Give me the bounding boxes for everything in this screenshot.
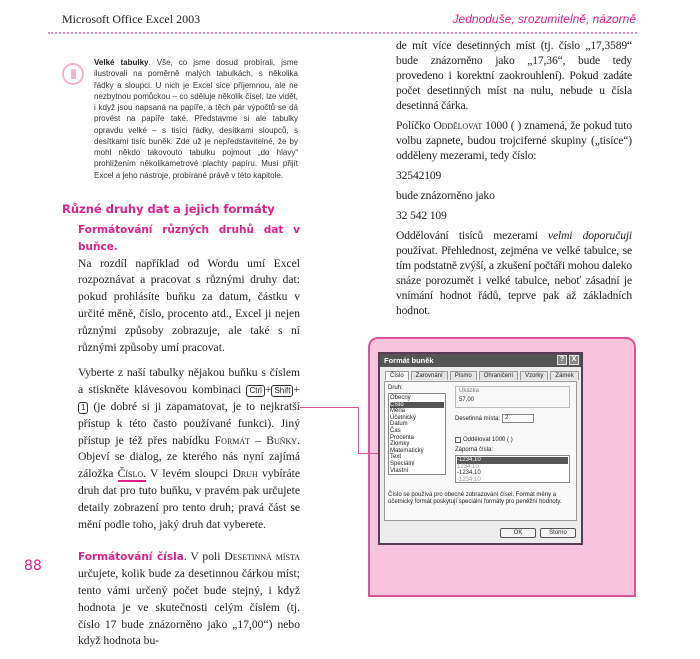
sample-group: [455, 386, 570, 408]
text: Políčko: [396, 119, 434, 132]
paragraph: [78, 549, 300, 650]
plus: +: [264, 383, 272, 397]
running-header-title: Microsoft Office Excel 2003: [62, 12, 201, 26]
tip-box: [94, 57, 298, 181]
callout-line: [300, 407, 358, 408]
tab-ohraniceni[interactable]: Ohraničení: [479, 371, 518, 380]
right-column: [396, 38, 632, 323]
tip-title: Velké tabulky: [94, 58, 149, 67]
category-item[interactable]: Vlastní: [390, 467, 409, 474]
negative-option-selected[interactable]: -1234,10: [457, 457, 568, 464]
key-shift: Shift: [271, 385, 293, 397]
page-number: 88: [24, 558, 42, 574]
negative-option[interactable]: -1234,10: [457, 476, 481, 483]
callout-line: [358, 453, 380, 454]
number-example: 32 542 109: [396, 209, 447, 222]
tab-zamek[interactable]: Zámek: [550, 371, 578, 380]
cancel-button[interactable]: Storno: [540, 528, 576, 538]
category-item[interactable]: Text: [390, 454, 402, 461]
format-description: Číslo se používá pro obecné zobrazování čísel. Formát měny a účetnický formát poskytují speciální formáty pro peněžní hodnoty.: [388, 492, 562, 505]
category-item[interactable]: Zlomky: [390, 441, 410, 448]
tab-cislo[interactable]: Číslo: [385, 371, 409, 380]
text: používat. Přehlednost, zejména ve velké tabulce, se tím podstatně zvýší, a zkušení počtáři mohou daleko snáze porozumět i velké tabulce, neboť zásadní je vnímání hodnot řádů, teprve pak až základních hodnot.: [396, 244, 632, 317]
category-item[interactable]: Obecný: [390, 395, 411, 401]
tab-vzorky[interactable]: Vzorky: [520, 371, 548, 380]
negative-label: Záporná čísla:: [455, 447, 494, 453]
category-item[interactable]: Matematický: [390, 447, 424, 454]
sample-label: Ukázka: [459, 388, 480, 394]
category-item[interactable]: Čas: [390, 427, 401, 434]
text: V levém sloupci: [146, 467, 233, 481]
ok-button[interactable]: OK: [500, 528, 536, 538]
info-icon: [62, 63, 84, 85]
category-item[interactable]: Datum: [390, 421, 408, 428]
paragraph: Na rozdíl například od Wordu umí Excel rozpoznávat a pracovat s různými druhy dat: pokud prohlásíte buňku za datum, částku v určité měně, číslo, procento atd., Excel ji nejen různými způsoby zobrazuje, ale také s ní různými způsoby umí pracovat.: [78, 256, 300, 354]
sample-value: 57,00: [459, 397, 475, 403]
menu-path: Formát – Buňky: [214, 433, 298, 447]
number-panel: [384, 381, 577, 521]
separator-label: Oddělovat 1000 ( ): [463, 437, 513, 443]
subheading-number-format: Formátování čísla: [78, 551, 184, 564]
text: vybíráte druh dat pro tuto buňku, v pravém pak určujete detaily zobrazení pro tento druh; pravá část se mění podle toho, jaký druh dat vyberete.: [78, 467, 301, 531]
help-button[interactable]: ?: [557, 355, 567, 365]
paragraph: bude znázorněno jako: [396, 189, 495, 202]
text: . V poli: [183, 550, 225, 564]
separator-checkbox[interactable]: [455, 437, 461, 443]
text: určujete, kolik bude za desetinnou čárkou míst; tento vámi určený počet bude stejný, i když hodnota je ve skutečnosti celým číslem (tj. číslo 17 bude znázorněno jako „17,00“) nebo když hodnota bu-: [78, 567, 300, 648]
separator-checkbox-row[interactable]: [455, 437, 513, 443]
key-ctrl: Ctrl: [246, 385, 264, 397]
option-reference: Oddělovat: [433, 119, 483, 132]
category-item[interactable]: Speciální: [390, 460, 415, 467]
text: (je dobré si ji zapamatovat, je to nejkratší přístup k této často používané funkci). Jiný přístup je též přes nabídku: [78, 399, 300, 447]
text: . Objeví se dialog, ze kterého nás nyní zajímá záložka: [78, 433, 300, 481]
subheading-data-types: Formátování různých druhů dat v buňce.: [78, 224, 300, 253]
decimals-label: Desetinná místa:: [455, 416, 501, 422]
format-cells-dialog: [378, 352, 583, 545]
category-item-selected[interactable]: Číslo: [390, 402, 444, 409]
paragraph: de mít více desetinných míst (tj. číslo „17,3589“ bude znázorněno jako „17,36“, bude tedy provedeno i korektní zaokrouhlení). Pokud zadáte počet desetinných míst na nulu, nebude u čísla desetinná čárka.: [396, 39, 632, 112]
category-label: Druh:: [388, 385, 403, 391]
left-column: [78, 222, 300, 659]
druh-reference: Druh: [232, 467, 258, 481]
dialog-titlebar: [380, 354, 581, 367]
category-item[interactable]: Měna: [390, 408, 406, 415]
negative-option[interactable]: -1234,10: [457, 470, 481, 477]
decimals-spinner[interactable]: 2: [502, 414, 534, 423]
callout-line: [358, 407, 359, 454]
text: Vyberte z naší tabulky nějakou buňku s číslem a stiskněte klávesovou kombinaci: [78, 366, 300, 397]
plus: +: [293, 383, 300, 397]
text: 1000 ( ) znamená, že pokud tuto volbu zapnete, budou trojciferné skupiny („tisíce“) odděleny mezerami, tedy číslo:: [396, 119, 632, 162]
section-title: Různé druhy dat a jejich formáty: [62, 202, 275, 216]
emphasis: velmi doporučuji: [548, 229, 632, 242]
category-item[interactable]: Účetnický: [390, 414, 417, 421]
paragraph: [396, 228, 632, 318]
text: Oddělování tisíců mezerami: [396, 229, 549, 242]
tab-reference: Číslo.: [117, 467, 147, 481]
tab-zarovnani[interactable]: Zarovnání: [411, 371, 448, 380]
close-button[interactable]: X: [569, 355, 579, 365]
running-header-tagline: Jednoduše, srozumitelně, názorně: [452, 12, 636, 26]
dialog-title: Formát buněk: [384, 356, 434, 365]
tip-text: . Vše, co jsme dosud probírali, jsme ilustrovali na poměrně malých tabulkách, s několika řádky a sloupci. U nich je Excel sice příjemnou, ale ne nezbytnou pomůckou – co sděluje několik čísel, lze vidět, i když jsou napsaná na papíře, a těch pár výpočtů se dá provést na papíře také. Představme si ale tabulky opravdu velké – s tisíci řádky, desítkami sloupců, s desítkami tisíc buněk. Zde už je nepředstavitelné, že by mohl někdo takovouto tabulku pojmout „do hlavy“ prohlížením několikametrové plachty papíru. Musí přijít Excel a jeho nástroje, probírané právě v této kapitole.: [94, 58, 298, 180]
paragraph: [78, 365, 300, 533]
header-divider: [48, 32, 637, 34]
category-item[interactable]: Procenta: [390, 434, 415, 441]
negative-option[interactable]: 1234,10: [457, 463, 479, 470]
key-1: 1: [78, 402, 88, 414]
dialog-tabs: [385, 371, 579, 380]
field-reference: Desetinná místa: [224, 550, 300, 564]
negative-numbers-list[interactable]: [455, 455, 570, 483]
tab-pismo[interactable]: Písmo: [450, 371, 477, 380]
paragraph: [396, 118, 632, 163]
number-example: 32542109: [396, 169, 442, 182]
category-list[interactable]: [388, 393, 446, 475]
